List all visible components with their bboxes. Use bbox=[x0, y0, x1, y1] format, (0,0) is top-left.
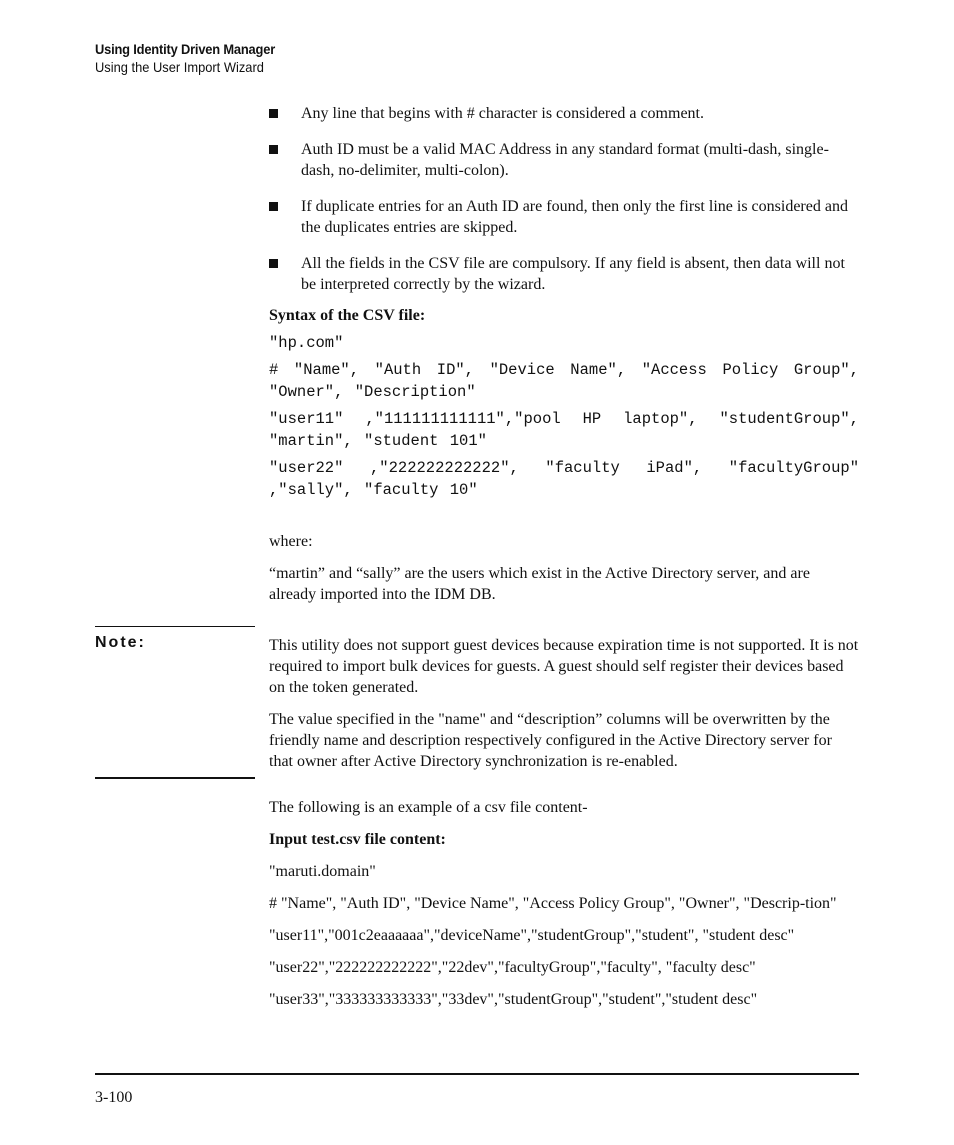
csv-syntax-section bbox=[269, 305, 859, 506]
list-item bbox=[269, 139, 859, 181]
where-text: “martin” and “sally” are the users which exist in the Active Directory server, and are already imported into the IDM DB. bbox=[269, 565, 810, 603]
example-line: "user22","222222222222","22dev","facultyGroup","faculty", "faculty desc" bbox=[269, 959, 756, 976]
list-item-text: All the fields in the CSV file are compulsory. If any field is absent, then data will not be interpreted correctly by the wizard. bbox=[301, 255, 845, 293]
code-line: "user22" ,"222222222222", "faculty iPad", "facultyGroup" ,"sally", "faculty 10" bbox=[269, 459, 859, 499]
where-section bbox=[269, 531, 859, 616]
example-intro: The following is an example of a csv file content- bbox=[269, 799, 588, 816]
note-paragraph: This utility does not support guest devices because expiration time is not supported. It is not required to import bulk devices for guests. A guest should self register their devices based on the token generated. bbox=[269, 637, 859, 696]
note-label: Note: bbox=[95, 634, 146, 651]
list-item-text: Any line that begins with # character is considered a comment. bbox=[301, 105, 704, 122]
note-bottom-rule bbox=[95, 777, 255, 779]
list-item-text: Auth ID must be a valid MAC Address in any standard format (multi-dash, single-dash, no-delimiter, multi-colon). bbox=[301, 141, 829, 179]
where-label: where: bbox=[269, 533, 313, 550]
example-line: "maruti.domain" bbox=[269, 863, 376, 880]
list-item-text: If duplicate entries for an Auth ID are found, then only the first line is considered and the duplicates entries are skipped. bbox=[301, 198, 848, 236]
section-title: Using the User Import Wizard bbox=[95, 59, 264, 75]
square-bullet-icon bbox=[269, 145, 278, 154]
code-line: # "Name", "Auth ID", "Device Name", "Access Policy Group", "Owner", "Description" bbox=[269, 361, 859, 401]
example-section bbox=[269, 797, 859, 1021]
note-paragraph: The value specified in the "name" and “description” columns will be overwritten by the friendly name and description respectively configured in the Active Directory server for that owner after Active Directory synchronization is re-enabled. bbox=[269, 711, 832, 770]
note-top-rule bbox=[95, 626, 255, 627]
note-body bbox=[269, 635, 859, 783]
running-header bbox=[95, 40, 291, 76]
list-item bbox=[269, 196, 859, 238]
square-bullet-icon bbox=[269, 202, 278, 211]
list-item bbox=[269, 253, 859, 295]
square-bullet-icon bbox=[269, 109, 278, 118]
example-heading: Input test.csv file content: bbox=[269, 831, 446, 848]
chapter-title: Using Identity Driven Manager bbox=[95, 41, 276, 57]
list-item bbox=[269, 103, 859, 124]
example-line: "user33","333333333333","33dev","studentGroup","student","student desc" bbox=[269, 991, 758, 1008]
example-line: # "Name", "Auth ID", "Device Name", "Access Policy Group", "Owner", "Descrip-tion" bbox=[269, 895, 837, 912]
example-line: "user11","001c2eaaaaaa","deviceName","studentGroup","student", "student desc" bbox=[269, 927, 795, 944]
page-number: 3-100 bbox=[95, 1089, 133, 1106]
code-line: "user11" ,"111111111111","pool HP laptop", "studentGroup", "martin", "student 101" bbox=[269, 410, 859, 450]
code-line: "hp.com" bbox=[269, 334, 344, 352]
footer-rule bbox=[95, 1073, 859, 1075]
rules-bullet-list bbox=[269, 103, 859, 310]
syntax-heading: Syntax of the CSV file: bbox=[269, 307, 426, 324]
square-bullet-icon bbox=[269, 259, 278, 268]
